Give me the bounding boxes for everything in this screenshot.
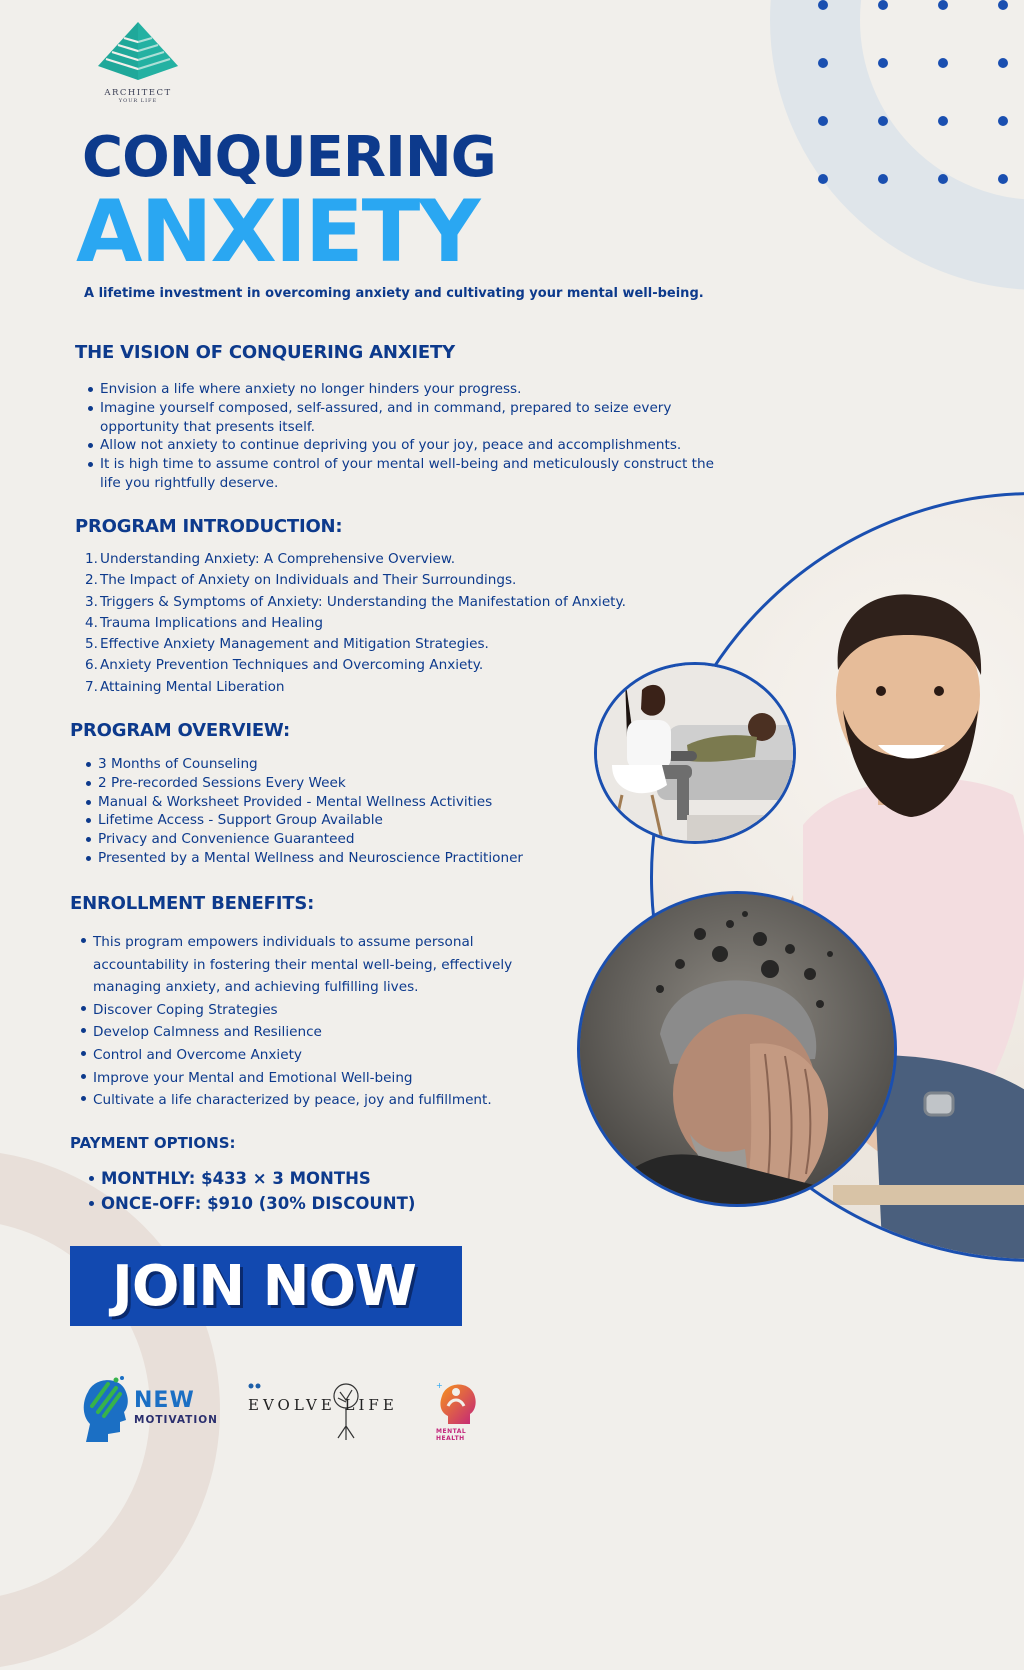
list-item: 2. The Impact of Anxiety on Individuals and Their Surroundings. (85, 572, 517, 589)
list-item: 7. Attaining Mental Liberation (85, 678, 285, 695)
list-item: 5. Effective Anxiety Management and Mitigation Strategies. (85, 636, 489, 653)
decorative-dot (878, 116, 888, 126)
therapy-session-photo (594, 662, 796, 844)
new-motivation-logo (78, 1372, 228, 1442)
list-item: Presented by a Mental Wellness and Neuroscience Practitioner (86, 849, 586, 868)
new-motivation-wordmark-line1: NEW (134, 1388, 195, 1413)
overview-heading: PROGRAM OVERVIEW: (70, 720, 291, 741)
new-motivation-wordmark-line2: MOTIVATION (134, 1414, 218, 1426)
distressed-man-illustration (580, 894, 897, 1207)
head-profile-icon (78, 1372, 134, 1444)
decorative-dot (998, 174, 1008, 184)
list-item: Improve your Mental and Emotional Well-being (81, 1067, 521, 1090)
decorative-dot (938, 116, 948, 126)
decorative-dot (938, 174, 948, 184)
decorative-dot (998, 116, 1008, 126)
vision-heading: THE VISION OF CONQUERING ANXIETY (75, 342, 455, 363)
svg-text:+: + (436, 1381, 443, 1390)
page-subtitle: A lifetime investment in overcoming anxiety and cultivating your mental well-being. (84, 286, 704, 301)
decorative-dot (878, 174, 888, 184)
architect-your-life-logo (96, 20, 180, 104)
decorative-dot (998, 58, 1008, 68)
pyramid-icon (96, 20, 180, 82)
benefits-heading: ENROLLMENT BENEFITS: (70, 893, 315, 914)
list-item: 1. Understanding Anxiety: A Comprehensive Overview. (85, 551, 456, 567)
decorative-dot (938, 58, 948, 68)
payment-heading: PAYMENT OPTIONS: (70, 1134, 236, 1152)
decorative-dot (938, 0, 948, 10)
overview-list (86, 755, 586, 868)
list-item: Cultivate a life characterized by peace, joy and fulfillment. (81, 1089, 521, 1112)
list-item: 6. Anxiety Prevention Techniques and Overcoming Anxiety. (85, 657, 484, 674)
mental-health-logo (434, 1378, 480, 1442)
list-item: 2 Pre-recorded Sessions Every Week (86, 774, 586, 793)
list-item: Envision a life where anxiety no longer hinders your progress. (88, 380, 728, 399)
decorative-dot-grid (818, 0, 1024, 190)
list-item: It is high time to assume control of your mental well-being and meticulously construct the life you rightfully deserve. (88, 455, 728, 493)
list-item: 3. Triggers & Symptoms of Anxiety: Understanding the Manifestation of Anxiety. (85, 593, 626, 610)
page-title-line1: CONQUERING (82, 125, 496, 190)
list-item: Discover Coping Strategies (81, 999, 521, 1022)
introduction-heading: PROGRAM INTRODUCTION: (75, 516, 343, 537)
list-item: Allow not anxiety to continue depriving you of your joy, peace and accomplishments. (88, 436, 728, 455)
list-item: This program empowers individuals to assume personal accountability in fostering their mental well-being, effectively managing anxiety, and achieving fulfilling lives. (81, 931, 521, 999)
vision-list (88, 380, 728, 493)
list-item: 4. Trauma Implications and Healing (85, 614, 324, 631)
list-item: Develop Calmness and Resilience (81, 1021, 521, 1044)
logo-tagline: YOUR LIFE (118, 98, 158, 104)
decorative-dot (818, 58, 828, 68)
introduction-list (74, 549, 654, 698)
payment-options-list (89, 1166, 449, 1216)
list-item: Imagine yourself composed, self-assured, and in command, prepared to seize every opportunity that presents itself. (88, 399, 728, 437)
page-title-line2: ANXIETY (76, 182, 479, 282)
decorative-dot (818, 116, 828, 126)
list-item: Lifetime Access - Support Group Available (86, 811, 586, 830)
join-now-button[interactable]: JOIN NOW (70, 1246, 462, 1326)
therapy-session-illustration (597, 665, 796, 844)
decorative-dot (878, 0, 888, 10)
decorative-dot (878, 58, 888, 68)
payment-option-monthly: MONTHLY: $433 × 3 MONTHS (89, 1166, 449, 1191)
evolve-life-wordmark: EVOLVE LIFE (248, 1396, 398, 1414)
list-item: Manual & Worksheet Provided - Mental Wellness Activities (86, 793, 586, 812)
decorative-dot (818, 0, 828, 10)
distressed-man-photo (577, 891, 897, 1207)
mental-health-head-icon (434, 1378, 480, 1428)
logo-wordmark: ARCHITECT (104, 88, 172, 98)
mental-health-wordmark: MENTAL HEALTH (436, 1428, 467, 1442)
decorative-dot (818, 174, 828, 184)
evolve-life-logo (248, 1382, 408, 1442)
list-item: Privacy and Convenience Guaranteed (86, 830, 586, 849)
list-item: Control and Overcome Anxiety (81, 1044, 521, 1067)
payment-option-once-off: ONCE-OFF: $910 (30% DISCOUNT) (89, 1191, 449, 1216)
list-item: 3 Months of Counseling (86, 755, 586, 774)
decorative-dot (998, 0, 1008, 10)
benefits-list (81, 931, 521, 1112)
